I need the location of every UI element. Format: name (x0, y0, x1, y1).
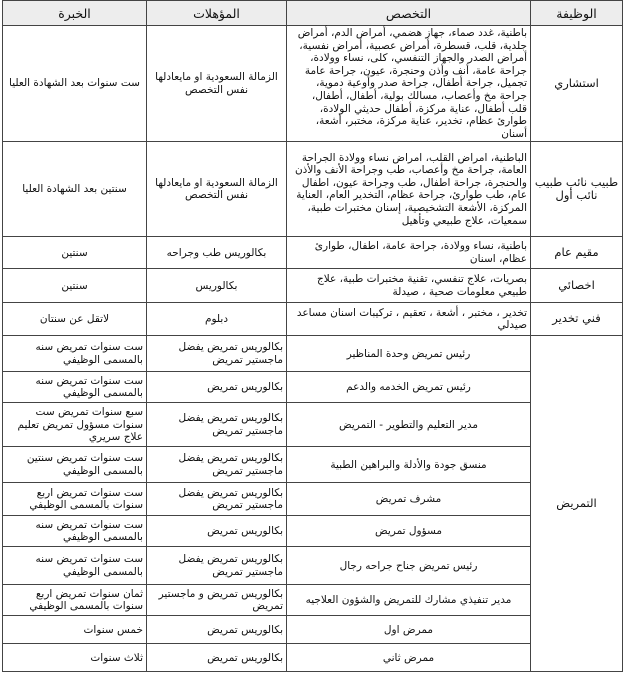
specialty-cell: رئيس تمريض وحدة المناظير (287, 336, 531, 372)
specialty-cell: مدير تنفيذي مشارك للتمريض والشؤون العلاجيه (287, 585, 531, 616)
qualification-cell: الزمالة السعودية او مايعادلها نفس التخصص (147, 26, 287, 142)
experience-cell: خمس سنوات (3, 616, 147, 644)
position-cell: مقيم عام (531, 237, 623, 269)
experience-cell: سنتين (3, 237, 147, 269)
experience-cell: ست سنوات تمريض سنتين بالمسمى الوظيفي (3, 447, 147, 483)
experience-cell: سنتين (3, 269, 147, 303)
position-cell-nursing: التمريض (531, 336, 623, 672)
qualification-cell: بكالوريس تمريض (147, 372, 287, 403)
qualification-cell: بكالوريس (147, 269, 287, 303)
specialty-cell: تخدير ، مختبر ، أشعة ، تعقيم ، تركيبات اسنان مساعد صيدلي (287, 303, 531, 336)
table-row (3, 303, 623, 336)
experience-cell: ست سنوات تمريض سنه بالمسمى الوظيفي (3, 336, 147, 372)
specialty-cell: رئيس تمريض الخدمه والدعم (287, 372, 531, 403)
experience-cell: ست سنوات تمريض سنه بالمسمى الوظيفي (3, 516, 147, 547)
qualification-cell: بكالوريس تمريض يفضل ماجستير تمريض (147, 447, 287, 483)
experience-cell: ثلاث سنوات (3, 644, 147, 672)
table-row (3, 516, 623, 547)
table-row (3, 447, 623, 483)
specialty-cell: باطنية، نساء وولادة، جراحة عامة، اطفال، طوارئ عظام، اسنان (287, 237, 531, 269)
specialty-cell: مشرف تمريض (287, 483, 531, 516)
specialty-cell: الباطنية، امراض القلب، امراض نساء وولادة الجراحة العامة، جراحة مخ وأعصاب، طب وجراحة الأنف والأذن والحنجرة، جراحة اطفال، طب وجراحة عيون، اطفال عام، طب طوارئ، جراحة عظام، التخدير العام، العناية المركزة، الأشعة التشخيصية، إسنان مختبرات طبية، سمعيات، علاج طبيعي وتأهيل (287, 142, 531, 237)
qualification-cell: بكالوريس تمريض يفضل ماجستير تمريض (147, 547, 287, 585)
experience-cell: لاتقل عن سنتان (3, 303, 147, 336)
specialty-cell: مدير التعليم والتطوير - التمريض (287, 403, 531, 447)
header-position: الوظيفة (531, 1, 623, 26)
table-row (3, 644, 623, 672)
table-row (3, 372, 623, 403)
header-specialty: التخصص (287, 1, 531, 26)
position-cell: طبيب نائب طبيب نائب أول (531, 142, 623, 237)
table-row (3, 403, 623, 447)
qualification-cell: بكالوريس طب وجراحه (147, 237, 287, 269)
table-row (3, 142, 623, 237)
experience-cell: ست سنوات تمريض اربع سنوات بالمسمى الوظيفي (3, 483, 147, 516)
header-experience: الخبرة (3, 1, 147, 26)
qualification-cell: بكالوريس تمريض و ماجستير تمريض (147, 585, 287, 616)
table-row (3, 26, 623, 142)
table-row (3, 336, 623, 372)
qualification-cell: بكالوريس تمريض يفضل ماجستير تمريض (147, 403, 287, 447)
experience-cell: ثمان سنوات تمريض اربع سنوات بالمسمى الوظيفي (3, 585, 147, 616)
position-cell: فني تخدير (531, 303, 623, 336)
specialty-cell: ممرض ثاني (287, 644, 531, 672)
qualification-cell: دبلوم (147, 303, 287, 336)
table-row (3, 616, 623, 644)
qualification-cell: بكالوريس تمريض (147, 644, 287, 672)
table-row (3, 269, 623, 303)
qualification-cell: الزمالة السعودية او مايعادلها نفس التخصص (147, 142, 287, 237)
specialty-cell: مسؤول تمريض (287, 516, 531, 547)
position-cell: اخصائي (531, 269, 623, 303)
specialty-cell: باطنية، غدد صماء، جهاز هضمي، أمراض الدم، أمراض جلدية، قلب، قسطرة، أمراض عصبية، أمراض نفسية، أمراض الصدر والجهاز التنفسي، كلى، نساء وولادة، جراحة عامة، أنف وأذن وحنجرة، عيون، جراحة عامة تجميل، جراحة أطفال، جراحة صدر وأوعية دموية، جراحة مخ وأعصاب، مسالك بولية، أطفال، أطفال، قلب أطفال، عناية مركزة، أطفال حديثي الولادة، طوارئ عظام، تخدير، عناية مركزة، مختبر، أشعة، أسنان (287, 26, 531, 142)
experience-cell: سبع سنوات تمريض ست سنوات مسؤول تمريض تعليم علاج سريري (3, 403, 147, 447)
experience-cell: ست سنوات تمريض سنه بالمسمى الوظيفي (3, 372, 147, 403)
table-row (3, 547, 623, 585)
experience-cell: ست سنوات بعد الشهادة العليا (3, 26, 147, 142)
table-row (3, 585, 623, 616)
position-cell: استشاري (531, 26, 623, 142)
header-qualification: المؤهلات (147, 1, 287, 26)
table-row (3, 483, 623, 516)
experience-cell: ست سنوات تمريض سنه بالمسمى الوظيفي (3, 547, 147, 585)
qualification-cell: بكالوريس تمريض (147, 516, 287, 547)
qualification-cell: بكالوريس تمريض (147, 616, 287, 644)
jobs-table (2, 0, 623, 672)
specialty-cell: رئيس تمريض جناح جراحه رجال (287, 547, 531, 585)
experience-cell: سنتين بعد الشهادة العليا (3, 142, 147, 237)
qualification-cell: بكالوريس تمريض يفضل ماجستير تمريض (147, 336, 287, 372)
specialty-cell: ممرض اول (287, 616, 531, 644)
specialty-cell: بصريات، علاج تنفسي، تقنية مختبرات طبية، علاج طبيعي معلومات صحية ، صيدلة (287, 269, 531, 303)
table-row (3, 237, 623, 269)
header-row (3, 1, 623, 26)
specialty-cell: منسق جودة والأدلة والبراهين الطبية (287, 447, 531, 483)
qualification-cell: بكالوريس تمريض يفضل ماجستير تمريض (147, 483, 287, 516)
